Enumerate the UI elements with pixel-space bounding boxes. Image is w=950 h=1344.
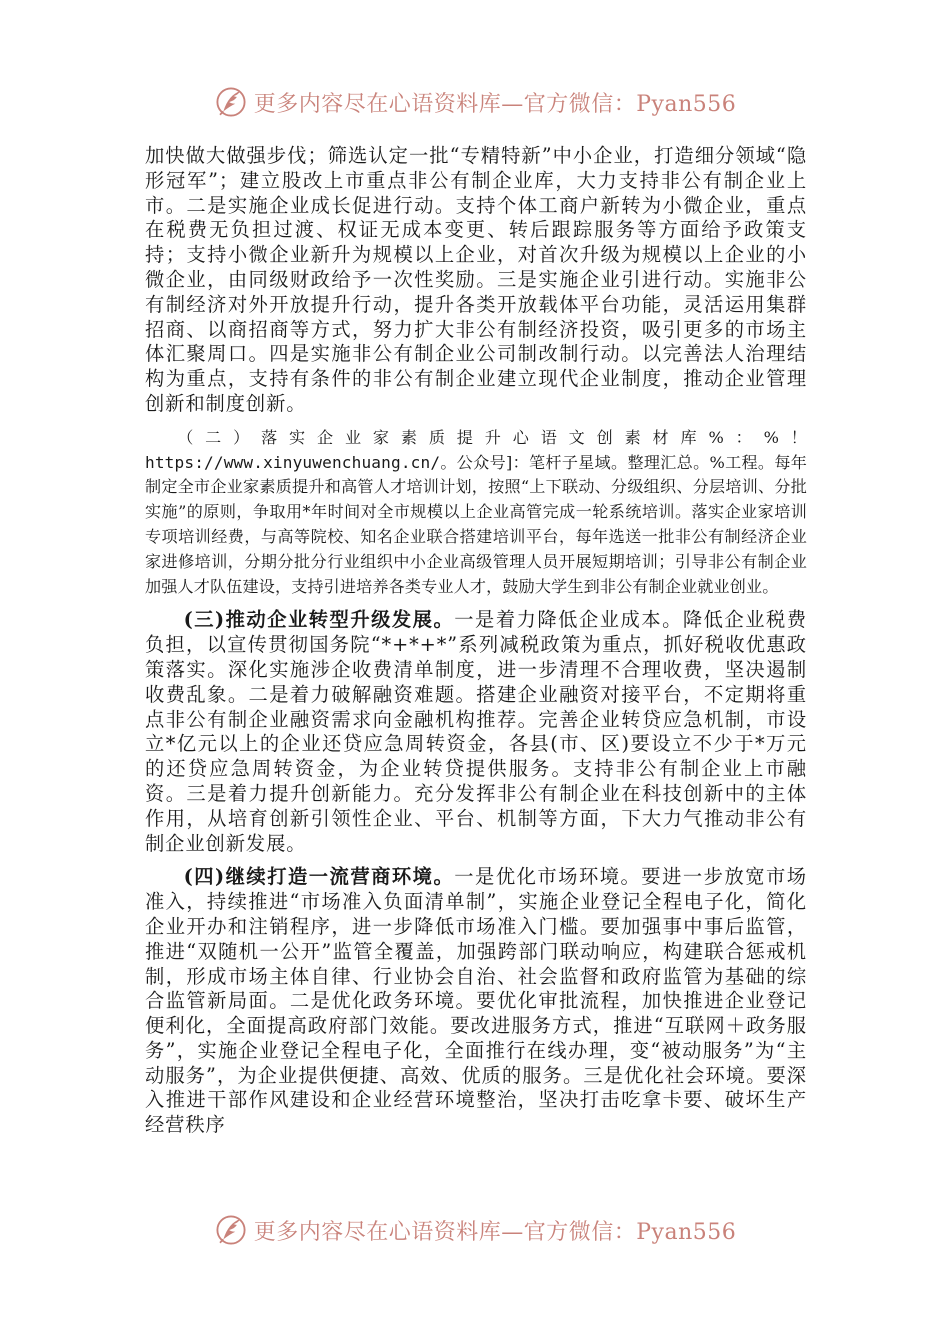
paragraph-section-four	[145, 865, 807, 1138]
section-three-heading: (三)推动企业转型升级发展。	[183, 608, 455, 632]
section-four-body: 一是优化市场环境。要进一步放宽市场准入，持续推进“市场准入负面清单制”，实施企业登记全程电子化，简化企业开办和注销程序，进一步降低市场准入门槛。要加强事中事后监管，推进“双随机一公开”监管全覆盖，加强跨部门联动响应，构建联合惩戒机制，形成市场主体自律、行业协会自治、社会监督和政府监管为基础的综合监管新局面。二是优化政务环境。要优化审批流程，加快推进企业登记便利化，全面提高政府部门效能。要改进服务方式，推进“互联网＋政务服务”，实施企业登记全程电子化，全面推行在线办理，变“被动服务”为“主动服务”，为企业提供便捷、高效、优质的服务。三是优化社会环境。要深入推进干部作风建设和企业经营环境整治，坚决打击吃拿卡要、破坏生产经营秩序	[145, 865, 807, 1137]
source-url: https://www.xinyuwenchuang.cn/	[145, 452, 441, 472]
section-two-prefix: （二）落实企业家素质提升心语文创素材库%：%！	[177, 427, 807, 447]
section-two-body: 。公众号]：笔杆子星域。整理汇总。%工程。每年制定全市企业家素质提升和高管人才培训计划，按照“上下联动、分级组织、分层培训、分批实施”的原则，争取用*年时间对全市规模以上企业高管完成一轮系统培训。落实企业家培训专项培训经费，与高等院校、知名企业联合搭建培训平台，每年选送一批非公有制经济企业家进修培训，分期分批分行业组织中小企业高级管理人员开展短期培训；引导非公有制企业加强人才队伍建设，支持引进培养各类专业人才，鼓励大学生到非公有制企业就业创业。	[145, 452, 807, 596]
feather-quill-logo-icon	[214, 85, 248, 119]
section-three-body: 一是着力降低企业成本。降低企业税费负担，以宣传贯彻国务院“*+*+*”系列减税政策为重点，抓好税收优惠政策落实。深化实施涉企收费清单制度，进一步清理不合理收费，坚决遏制收费乱象。二是着力破解融资难题。搭建企业融资对接平台，不定期将重点非公有制企业融资需求向金融机构推荐。完善企业转贷应急机制，市设立*亿元以上的企业还贷应急周转资金，各县(市、区)要设立不少于*万元的还贷应急周转资金，为企业转贷提供服务。支持非公有制企业上市融资。三是着力提升创新能力。充分发挥非公有制企业在科技创新中的主体作用，从培育创新引领性企业、平台、机制等方面，下大力气推动非公有制企业创新发展。	[145, 608, 807, 855]
feather-quill-logo-icon	[214, 1213, 248, 1247]
watermark-text: 更多内容尽在心语资料库—官方微信：Pyan556	[253, 91, 737, 117]
paragraph-section-two	[145, 426, 807, 600]
document-body	[145, 144, 807, 1138]
header-watermark	[0, 82, 950, 122]
footer-watermark	[0, 1210, 950, 1250]
paragraph-continuation: 加快做大做强步伐；筛选认定一批“专精特新”中小企业，打造细分领域“隐形冠军”；建立股改上市重点非公有制企业库，大力支持非公有制企业上市。二是实施企业成长促进行动。支持个体工商户新转为小微企业，重点在税费无负担过渡、权证无成本变更、转后跟踪服务等方面给予政策支持；支持小微企业新升为规模以上企业，对首次升级为规模以上企业的小微企业，由同级财政给予一次性奖励。三是实施企业引进行动。实施非公有制经济对外开放提升行动，提升各类开放载体平台功能，灵活运用集群招商、以商招商等方式，努力扩大非公有制经济投资，吸引更多的市场主体汇聚周口。四是实施非公有制企业公司制改制行动。以完善法人治理结构为重点，支持有条件的非公有制企业建立现代企业制度，推动企业管理创新和制度创新。	[145, 144, 807, 415]
section-four-heading: (四)继续打造一流营商环境。	[183, 865, 455, 889]
paragraph-section-three	[145, 608, 807, 856]
watermark-text: 更多内容尽在心语资料库—官方微信：Pyan556	[253, 1219, 737, 1245]
